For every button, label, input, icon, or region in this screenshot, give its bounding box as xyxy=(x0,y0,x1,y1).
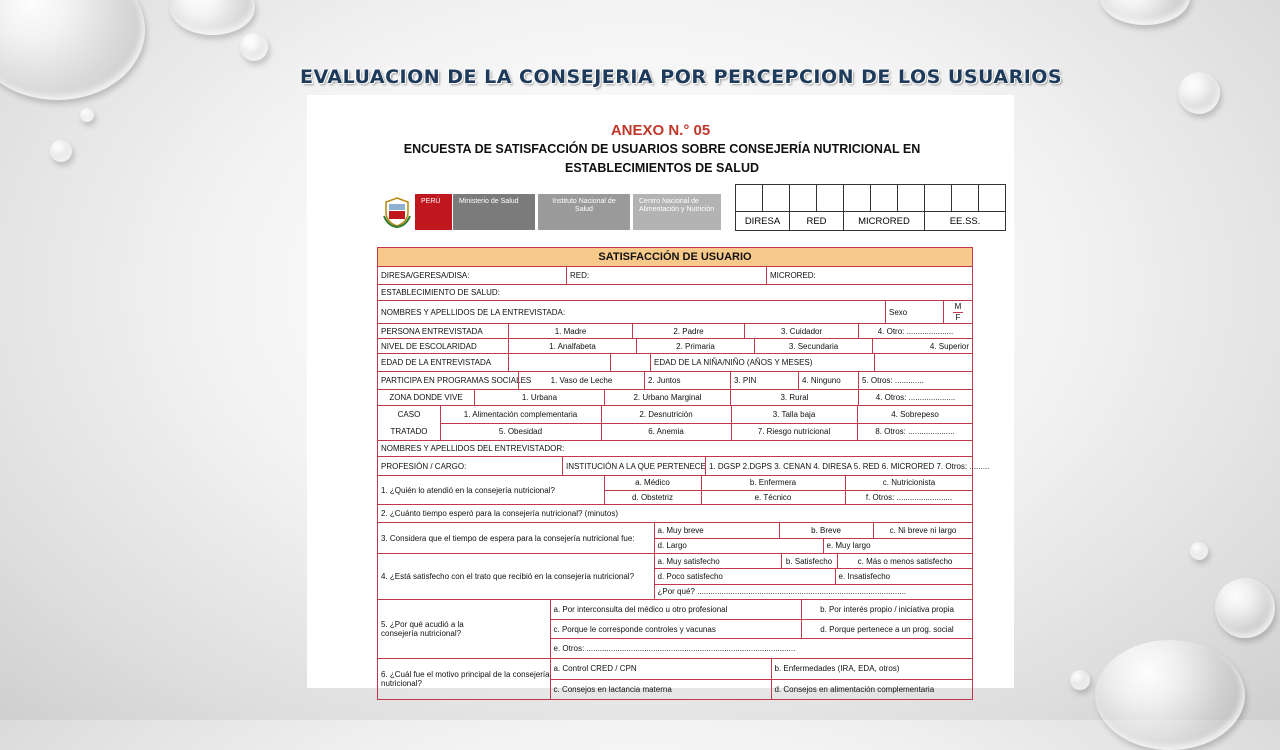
q3-option: e. Muy largo xyxy=(823,539,973,554)
zona-option: 4. Otros: ..................... xyxy=(858,390,972,405)
field-sexo: Sexo xyxy=(885,301,943,323)
survey-heading-line2: ESTABLECIMIENTOS DE SALUD xyxy=(565,161,759,175)
q1-option: a. Médico xyxy=(635,478,670,488)
field-nombres-entrevistada: NOMBRES Y APELLIDOS DE LA ENTREVISTADA: xyxy=(381,307,566,317)
question-6-options xyxy=(550,659,972,699)
question-6-line2: nutricional? xyxy=(381,679,422,688)
field-edad-nino: EDAD DE LA NIÑA/NIÑO (AÑOS Y MESES) xyxy=(650,354,874,371)
satisfaction-form xyxy=(377,247,990,700)
persona-option: 3. Cuidador xyxy=(744,324,858,338)
water-drop xyxy=(1215,578,1275,638)
logo-peru: PERÚ xyxy=(415,194,452,230)
question-5-line2: consejería nutricional? xyxy=(381,629,462,638)
programas-option: 5. Otros: ............. xyxy=(858,372,972,389)
water-drop xyxy=(1178,72,1220,114)
persona-option: 1. Madre xyxy=(508,324,632,338)
edad-value xyxy=(508,354,610,371)
field-edad: EDAD DE LA ENTREVISTADA xyxy=(381,358,492,367)
q4-option: e. Insatisfecho xyxy=(835,569,973,583)
edad-blank xyxy=(610,354,650,371)
caso-option: 2. Desnutrición xyxy=(601,406,731,423)
caso-option: 6. Anemia xyxy=(601,424,731,441)
field-entrevistador: NOMBRES Y APELLIDOS DEL ENTREVISTADOR: xyxy=(381,444,565,453)
programas-option: 3. PIN xyxy=(730,372,798,389)
field-persona: PERSONA ENTREVISTADA xyxy=(381,326,483,336)
nivel-option: 1. Analfabeta xyxy=(508,339,636,353)
q6-option: a. Control CRED / CPN xyxy=(553,664,637,674)
slide-title: EVALUACION DE LA CONSEJERIA POR PERCEPCION DE LOS USUARIOS xyxy=(300,66,1063,88)
nivel-option: 2. Primaria xyxy=(636,339,754,353)
water-drop xyxy=(80,108,94,122)
q1-option: e. Técnico xyxy=(701,491,845,505)
nivel-option: 3. Secundaria xyxy=(754,339,872,353)
caso-option: 4. Sobrepeso xyxy=(857,406,973,423)
sexo-f: F xyxy=(955,313,961,323)
water-drop xyxy=(1100,0,1190,25)
q5-option: d. Porque pertenece a un prog. social xyxy=(801,620,973,639)
sexo-m: M xyxy=(954,301,962,311)
q4-option: b. Satisfecho xyxy=(781,554,837,568)
code-label: EE.SS. xyxy=(925,212,1006,231)
code-label: RED xyxy=(790,212,844,231)
logo-cenan: Centro Nacional de Alimentación y Nutrición xyxy=(633,194,721,230)
zona-option: 1. Urbana xyxy=(474,390,604,405)
caso-tratado-label xyxy=(378,406,440,440)
programas-option: 2. Juntos xyxy=(644,372,730,389)
q1-option: f. Otros: ......................... xyxy=(845,491,973,505)
q1-option: c. Nutricionista xyxy=(845,476,973,490)
survey-heading-line1: ENCUESTA DE SATISFACCIÓN DE USUARIOS SOBRE CONSEJERÍA NUTRICIONAL EN xyxy=(403,142,921,156)
question-3-options xyxy=(654,523,972,553)
water-drop xyxy=(1190,542,1208,560)
code-label: DIRESA xyxy=(736,212,790,231)
q5-option: c. Porque le corresponde controles y vacunas xyxy=(553,624,716,634)
q4-option: a. Muy satisfecho xyxy=(657,556,720,566)
code-boxes xyxy=(735,184,1006,231)
question-5-line1: 5. ¿Por qué acudió a la xyxy=(381,620,464,629)
water-drop xyxy=(170,0,255,35)
code-label: MICRORED xyxy=(844,212,925,231)
q1-option: d. Obstetriz xyxy=(632,492,673,502)
q3-option: b. Breve xyxy=(779,523,873,538)
q3-option: d. Largo xyxy=(657,541,687,551)
question-5-options xyxy=(550,600,972,658)
water-drop xyxy=(1070,670,1090,690)
q3-option: c. Ni breve ni largo xyxy=(873,523,973,538)
q6-option: b. Enfermedades (IRA, EDA, otros) xyxy=(771,659,973,679)
question-3: 3. Considera que el tiempo de espera para la consejería nutricional fue: xyxy=(381,533,635,543)
question-5 xyxy=(378,600,550,658)
q4-porque: ¿Por qué? .............................................................................................. xyxy=(657,587,907,597)
caso-option: 7. Riesgo nutricional xyxy=(731,424,857,441)
survey-heading xyxy=(367,140,957,178)
caso-options xyxy=(440,406,972,440)
question-1-options xyxy=(604,476,972,504)
field-institucion: INSTITUCIÓN A LA QUE PERTENECE xyxy=(562,457,705,475)
peru-coat-of-arms-icon xyxy=(379,194,415,230)
field-programas: PARTICIPA EN PROGRAMAS SOCIALES xyxy=(381,376,532,385)
tratado-label: TRATADO xyxy=(390,427,428,436)
water-drop xyxy=(0,0,145,100)
caso-option: 1. Alimentación complementaria xyxy=(463,409,578,419)
programas-option: 1. Vaso de Leche xyxy=(518,372,644,389)
field-red: RED: xyxy=(566,267,766,284)
q5-option: a. Por interconsulta del médico u otro profesional xyxy=(553,604,728,614)
zona-option: 3. Rural xyxy=(730,390,858,405)
field-establecimiento: ESTABLECIMIENTO DE SALUD: xyxy=(381,288,500,297)
question-4: 4. ¿Está satisfecho con el trato que recibió en la consejería nutricional? xyxy=(381,572,635,581)
q6-option: d. Consejos en alimentación complementaria xyxy=(771,680,973,700)
institution-logos xyxy=(379,194,721,230)
q4-option: d. Poco satisfecho xyxy=(657,571,723,581)
q4-option: c. Más o menos satisfecho xyxy=(837,554,973,568)
field-diresa: DIRESA/GERESA/DISA: xyxy=(381,271,470,280)
document-image xyxy=(307,95,1014,694)
question-6-line1: 6. ¿Cuál fue el motivo principal de la consejería xyxy=(381,670,550,679)
persona-option: 2. Padre xyxy=(632,324,744,338)
q5-option: b. Por interés propio / iniciativa propia xyxy=(801,600,973,619)
logo-minsa: Ministerio de Salud xyxy=(453,194,535,230)
sexo-options xyxy=(943,301,972,323)
caso-option: 8. Otros: ..................... xyxy=(857,424,973,441)
form-header: SATISFACCIÓN DE USUARIO xyxy=(378,248,972,266)
caso-option: 5. Obesidad xyxy=(498,427,543,437)
q1-option: b. Enfermera xyxy=(701,476,845,490)
institucion-options: 1. DGSP 2.DGPS 3. CENAN 4. DIRESA 5. RED 6. MICRORED 7. Otros: ......... xyxy=(705,457,972,475)
caso-label: CASO xyxy=(397,410,421,419)
q5-option: e. Otros: .............................................................................................. xyxy=(553,644,796,654)
edad-nino-value xyxy=(874,354,972,371)
nivel-option: 4. Superior xyxy=(872,339,972,353)
field-zona: ZONA DONDE VIVE xyxy=(389,393,463,402)
field-profesion: PROFESIÓN / CARGO: xyxy=(381,461,467,471)
question-4-options xyxy=(654,554,972,599)
question-2: 2. ¿Cuánto tiempo esperó para la consejería nutricional? (minutos) xyxy=(381,509,619,518)
zona-option: 2. Urbano Marginal xyxy=(604,390,730,405)
programas-option: 4. Ninguno xyxy=(798,372,858,389)
water-drop xyxy=(1095,640,1245,750)
q3-option: a. Muy breve xyxy=(657,525,704,535)
q6-option: c. Consejos en lactancia materna xyxy=(553,684,672,694)
anexo-title: ANEXO N.° 05 xyxy=(610,122,711,139)
water-drop xyxy=(240,33,268,61)
field-microred: MICRORED: xyxy=(766,267,972,284)
persona-option: 4. Otro: ..................... xyxy=(858,324,972,338)
logo-ins: Instituto Nacional de Salud xyxy=(538,194,630,230)
question-1: 1. ¿Quién lo atendió en la consejería nutricional? xyxy=(381,485,555,495)
caso-option: 3. Talla baja xyxy=(731,406,857,423)
water-drop xyxy=(50,140,72,162)
question-6 xyxy=(378,659,550,699)
field-nivel: NIVEL DE ESCOLARIDAD xyxy=(381,341,477,351)
